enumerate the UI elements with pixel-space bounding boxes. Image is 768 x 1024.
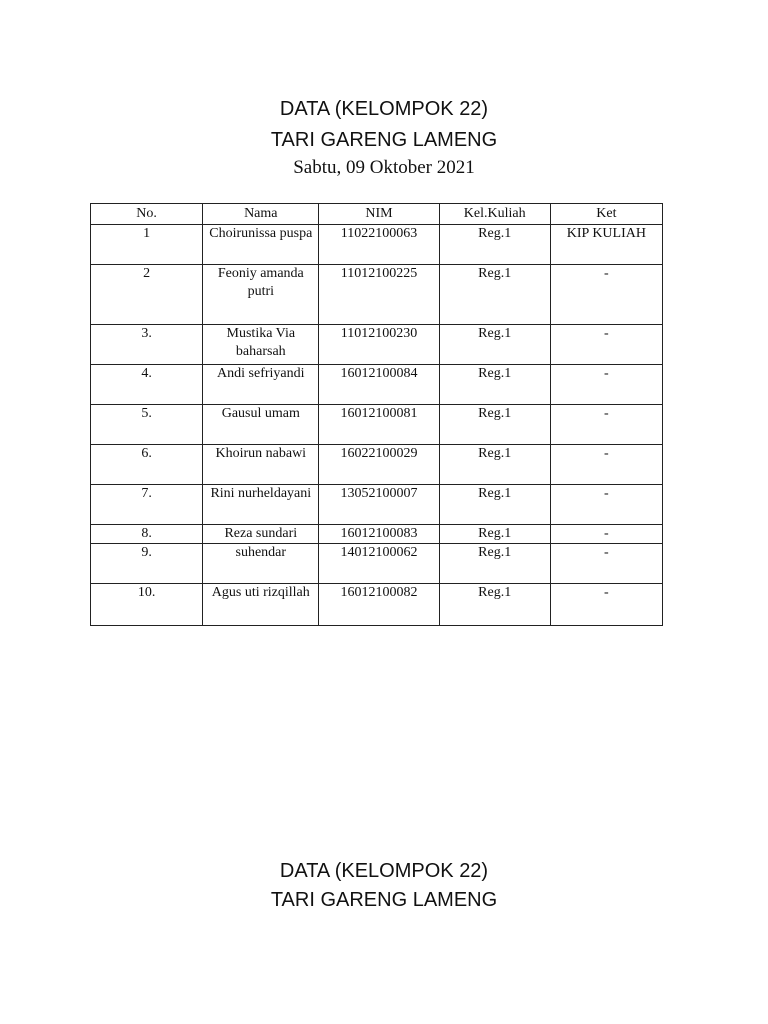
cell-nim: 16012100082	[319, 584, 439, 626]
cell-no: 5.	[91, 405, 203, 445]
cell-nama: Andi sefriyandi	[203, 365, 319, 405]
cell-nama: Khoirun nabawi	[203, 445, 319, 485]
cell-nim: 11012100230	[319, 325, 439, 365]
column-header-no: No.	[91, 204, 203, 225]
cell-no: 10.	[91, 584, 203, 626]
cell-no: 7.	[91, 485, 203, 525]
document-title: DATA (KELOMPOK 22)	[279, 98, 489, 120]
cell-kel-kuliah: Reg.1	[439, 445, 550, 485]
cell-nama: Reza sundari	[203, 525, 319, 544]
table-row	[91, 544, 663, 584]
table-row	[91, 485, 663, 525]
cell-nim: 16022100029	[319, 445, 439, 485]
table-row	[91, 225, 663, 265]
cell-no: 3.	[91, 325, 203, 365]
table-row	[91, 445, 663, 485]
column-header-ket: Ket	[550, 204, 662, 225]
next-page-title: DATA (KELOMPOK 22)	[279, 860, 489, 882]
cell-nim: 16012100084	[319, 365, 439, 405]
table-row	[91, 265, 663, 325]
cell-ket: -	[550, 405, 662, 445]
cell-nama: Feoniy amanda putri	[203, 265, 319, 325]
cell-kel-kuliah: Reg.1	[439, 405, 550, 445]
column-header-nim: NIM	[319, 204, 439, 225]
cell-no: 8.	[91, 525, 203, 544]
member-table	[90, 203, 663, 626]
cell-nim: 14012100062	[319, 544, 439, 584]
cell-kel-kuliah: Reg.1	[439, 584, 550, 626]
cell-no: 9.	[91, 544, 203, 584]
cell-nim: 11022100063	[319, 225, 439, 265]
table-row	[91, 525, 663, 544]
cell-ket: -	[550, 525, 662, 544]
cell-ket: -	[550, 265, 662, 325]
document-subtitle: TARI GARENG LAMENG	[270, 129, 498, 151]
cell-kel-kuliah: Reg.1	[439, 265, 550, 325]
cell-kel-kuliah: Reg.1	[439, 544, 550, 584]
table-row	[91, 584, 663, 626]
cell-nim: 13052100007	[319, 485, 439, 525]
cell-ket: KIP KULIAH	[550, 225, 662, 265]
cell-nama: Choirunissa puspa	[203, 225, 319, 265]
cell-kel-kuliah: Reg.1	[439, 365, 550, 405]
cell-nim: 16012100083	[319, 525, 439, 544]
cell-ket: -	[550, 445, 662, 485]
cell-nama: Agus uti rizqillah	[203, 584, 319, 626]
table-row	[91, 365, 663, 405]
cell-nim: 11012100225	[319, 265, 439, 325]
cell-no: 4.	[91, 365, 203, 405]
cell-kel-kuliah: Reg.1	[439, 525, 550, 544]
cell-nim: 16012100081	[319, 405, 439, 445]
cell-nama: Mustika Via baharsah	[203, 325, 319, 365]
cell-kel-kuliah: Reg.1	[439, 485, 550, 525]
cell-nama: Gausul umam	[203, 405, 319, 445]
cell-ket: -	[550, 365, 662, 405]
table-row	[91, 405, 663, 445]
next-page-subtitle: TARI GARENG LAMENG	[270, 889, 498, 911]
cell-no: 1	[91, 225, 203, 265]
cell-ket: -	[550, 325, 662, 365]
column-header-nama: Nama	[203, 204, 319, 225]
cell-no: 6.	[91, 445, 203, 485]
cell-ket: -	[550, 485, 662, 525]
document-date: Sabtu, 09 Oktober 2021	[293, 157, 475, 178]
cell-no: 2	[91, 265, 203, 325]
cell-nama: Rini nurheldayani	[203, 485, 319, 525]
table-row	[91, 325, 663, 365]
cell-ket: -	[550, 584, 662, 626]
cell-kel-kuliah: Reg.1	[439, 225, 550, 265]
cell-nama: suhendar	[203, 544, 319, 584]
cell-kel-kuliah: Reg.1	[439, 325, 550, 365]
column-header-kel-kuliah: Kel.Kuliah	[439, 204, 550, 225]
cell-ket: -	[550, 544, 662, 584]
table-header-row	[91, 204, 663, 225]
